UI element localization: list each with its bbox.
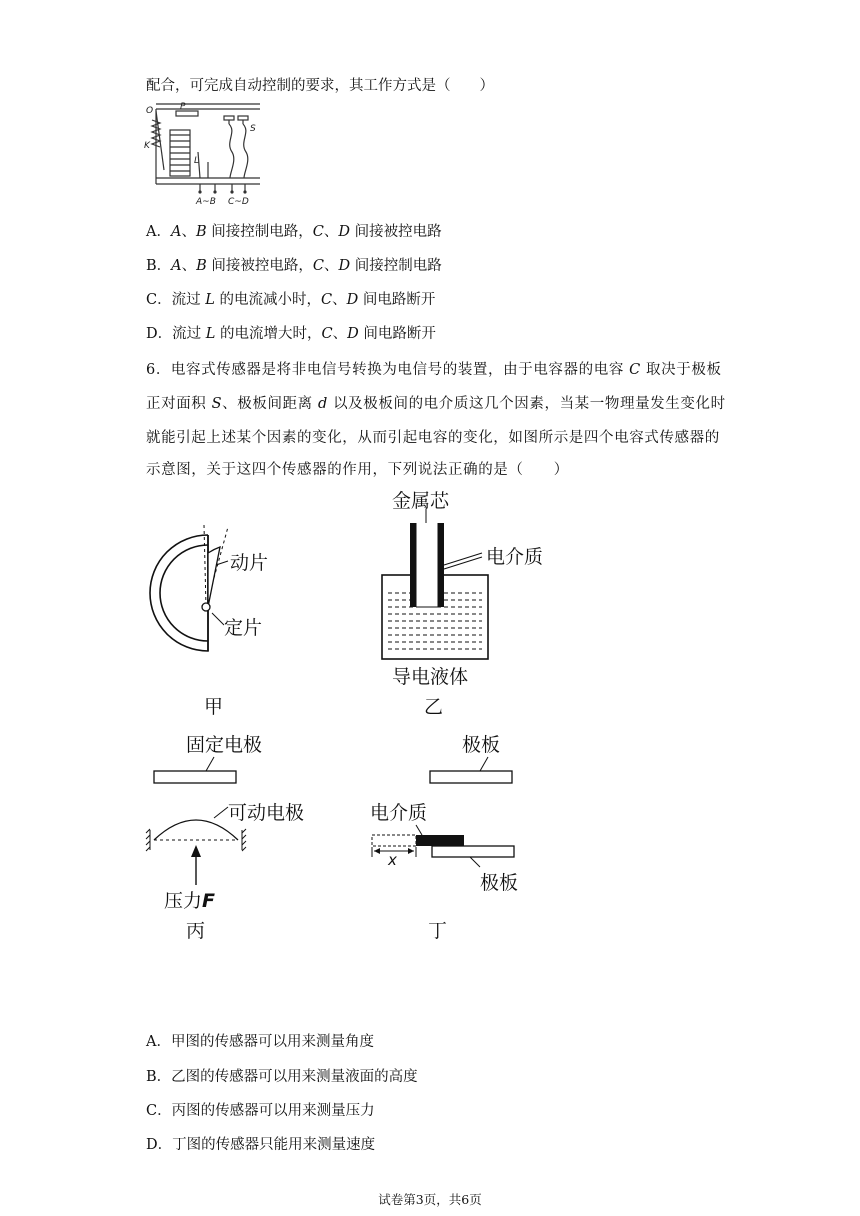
yi-caption: 乙	[424, 696, 444, 718]
yi-core-label: 金属芯	[392, 490, 450, 512]
sensor-yi	[382, 490, 543, 718]
ding-dielectric-label: 电介质	[370, 802, 428, 824]
q5-option-d: D．流过 L 的电流增大时，C、D 间电路断开	[146, 326, 436, 342]
q6-option-b: B．乙图的传感器可以用来测量液面的高度	[146, 1069, 418, 1085]
jia-fixed-label: 定片	[224, 617, 263, 639]
q5-option-c: C．流过 L 的电流减小时，C、D 间电路断开	[146, 292, 436, 308]
ding-caption: 丁	[428, 920, 448, 942]
label-o: O	[146, 106, 154, 116]
q6-option-c: C．丙图的传感器可以用来测量压力	[146, 1103, 375, 1119]
label-s: S	[250, 124, 256, 134]
label-k: K	[144, 141, 150, 151]
label-l: L	[194, 156, 200, 166]
q6-option-d: D．丁图的传感器只能用来测量速度	[146, 1137, 376, 1153]
bing-fixed-label: 固定电极	[186, 734, 263, 756]
yi-dielectric-label: 电介质	[486, 546, 544, 568]
label-p: P	[180, 102, 186, 112]
intro-line: 配合，可完成自动控制的要求，其工作方式是（ ）	[146, 78, 494, 94]
q6-line-3: 就能引起上述某个因素的变化，从而引起电容的变化，如图所示是四个电容式传感器的	[146, 430, 720, 446]
q6-line-1: 6．电容式传感器是将非电信号转换为电信号的装置，由于电容器的电容 C 取决于极板	[146, 362, 722, 378]
ding-x-label: x	[388, 851, 397, 869]
bing-caption: 丙	[186, 920, 206, 942]
jia-moving-label: 动片	[230, 552, 269, 574]
sensor-jia	[150, 525, 268, 718]
jia-caption: 甲	[204, 696, 224, 718]
ding-bottom-plate-label: 极板	[480, 872, 519, 894]
q6-line-2: 正对面积 S、极板间距离 d 以及极板间的电介质这几个因素，当某一物理量发生变化时	[146, 396, 726, 412]
bing-movable-label: 可动电极	[228, 802, 305, 824]
q5-option-b: B．A、B 间接被控电路，C、D 间接控制电路	[146, 258, 442, 274]
ding-top-plate-label: 极板	[462, 734, 501, 756]
q5-option-a: A．A、B 间接控制电路，C、D 间接被控电路	[146, 224, 442, 240]
capacitive-sensors-figure	[140, 485, 560, 950]
relay-figure	[140, 100, 270, 210]
sensor-bing	[146, 733, 304, 942]
label-ab: A~B	[196, 197, 216, 207]
bing-force-label: 压力F	[164, 890, 215, 912]
q6-line-4: 示意图，关于这四个传感器的作用，下列说法正确的是（ ）	[146, 462, 569, 478]
yi-liquid-label: 导电液体	[392, 666, 469, 688]
sensor-ding	[370, 733, 518, 942]
page-footer: 试卷第3页，共6页	[378, 1192, 482, 1207]
q6-option-a: A．甲图的传感器可以用来测量角度	[146, 1034, 374, 1050]
label-cd: C~D	[228, 197, 249, 207]
